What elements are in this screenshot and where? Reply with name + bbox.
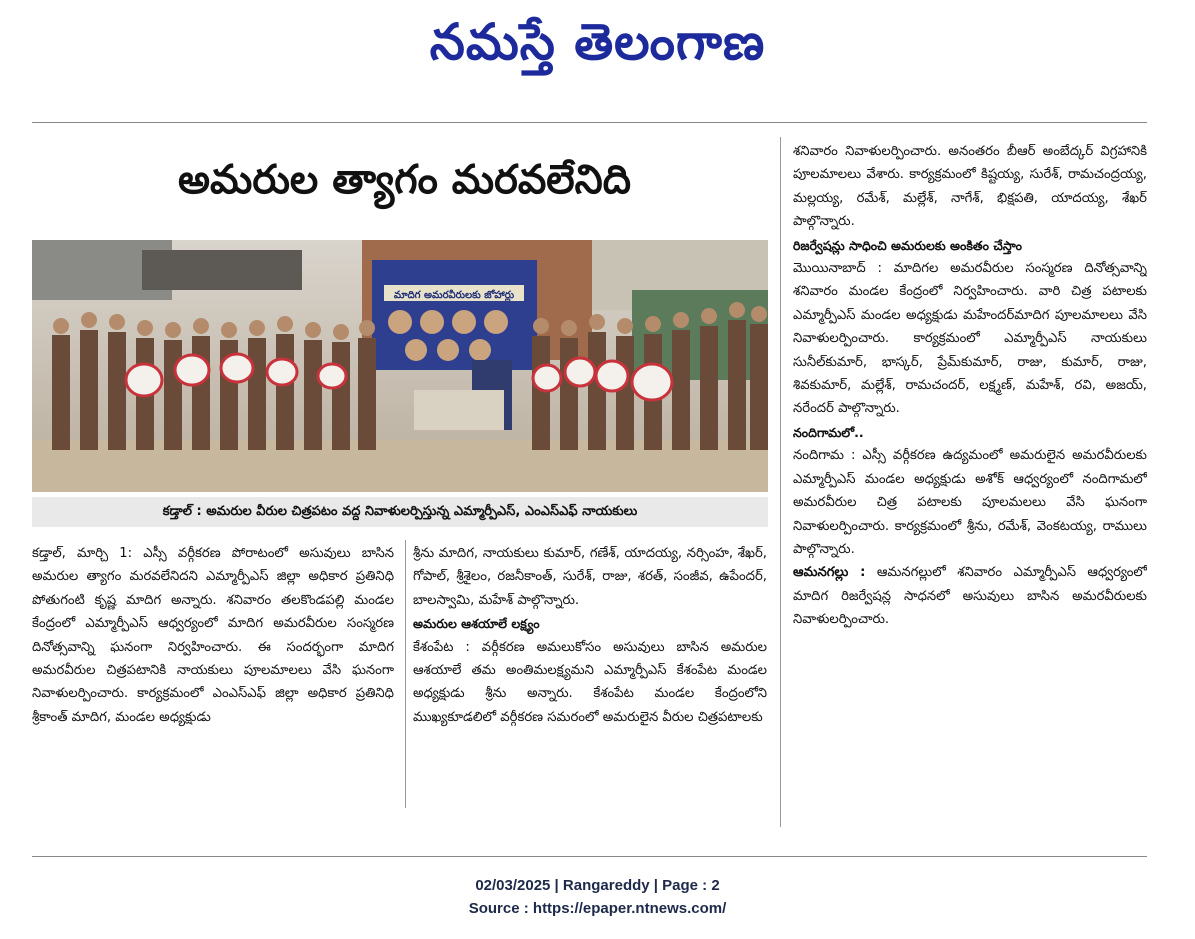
column-divider <box>405 540 406 808</box>
footer-date-edition: 02/03/2025 | Rangareddy | Page : 2 <box>475 877 720 894</box>
photo-banner-text: మాదిగ అమరవీరులకు జోహార్లు <box>393 290 515 301</box>
footer-source: Source : https://epaper.ntnews.com/ <box>468 900 727 917</box>
column-3-text-4 <box>793 561 1147 631</box>
column-3-text-2: మొయినాబాద్ : మాదిగల అమరవీరుల సంస్మరణ దినోత్సవాన్ని శనివారం మండల కేంద్రంలో నిర్వహించారు. వారి చిత్ర పటాలకు ఎమ్మార్పీఎస్ మండల అధ్యక్షుడు మహేందర్‌మాదిగ పూలమాలలు వేసి నివాళులర్పించారు. కార్యక్రమంలో ఎమ్మార్పీఎస్ నాయకులు సునీల్‌కుమార్, భాస్కర్, ప్రేమ్‌కుమార్, రాజు, కుమార్, రాజు, శివకుమార్, మల్లేశ్, రామచందర్, లక్ష్మణ్, మహేశ్, రవి, అజయ్, నరేందర్ పాల్గొన్నారు. <box>793 261 1147 417</box>
column-2-text: శ్రీను మాదిగ, నాయకులు కుమార్, గణేశ్, యాదయ్య, నర్సింహ, శేఖర్, గోపాల్, శ్రీశైలం, రజనీకాంత్, సురేశ్, రాజు, శరత్, సంజీవ, ఉపేందర్, బాలస్వామి, మహేశ్ పాల్గొన్నారు. <box>413 546 767 608</box>
column-3-text: శనివారం నివాళులర్పించారు. అనంతరం బీఆర్ అంబేద్కర్ విగ్రహానికి పూలమాలలు వేశారు. కార్యక్రమంలో కిష్టయ్య, సురేశ్, రామచంద్రయ్య, మల్లయ్య, రమేశ్, మల్లేశ్, నాగేశ్, భిక్షపతి, యాదయ్య, శేఖర్ పాల్గొన్నారు. <box>793 144 1147 230</box>
subheading-nandigama: నందిగామలో.. <box>793 424 864 440</box>
subheading-goal: అమరుల ఆశయాలే లక్ష్యం <box>413 616 540 632</box>
top-rule <box>32 122 1147 123</box>
newspaper-logo: నమస్తే తెలంగాణ <box>429 12 766 71</box>
masthead <box>0 0 1195 95</box>
article-column-2 <box>413 542 767 812</box>
dateline-amangal: ఆమనగల్లు : <box>793 565 866 581</box>
article-headline: అమరుల త్యాగం మరవలేనిది <box>178 157 631 203</box>
column-divider <box>780 137 781 827</box>
column-3-text-3: నందిగామ : ఎస్సీ వర్గీకరణ ఉద్యమంలో అమరులైన అమరవీరులకు ఎమ్మార్పీఎస్ మండల అధ్యక్షుడు అశోక్ ఆధ్వర్యంలో నందిగామలో అమరవీరుల చిత్ర పటాలకు పూలమలలు వేసి ఘనంగా నివాళులర్పించారు. కార్యక్రమంలో శ్రీను, రమేశ్, వెంకటయ్య, రాములు పాల్గొన్నారు. <box>793 448 1147 557</box>
column-3-text-4-body: ఆమనగల్లులో శనివారం ఎమ్మార్పీఎస్ ఆధ్వర్యంలో మాదిగ రిజర్వేషన్ల సాధనలో అసువులు బాసిన అమరవీరులకు నివాళులర్పించారు. <box>793 565 1147 628</box>
subheading-reservations: రిజర్వేషన్లు సాధించి అమరులకు అంకితం చేస్తాం <box>793 237 1022 253</box>
article-column-1 <box>32 542 394 802</box>
article-photo <box>32 240 768 492</box>
column-1-text: కడ్తాల్, మార్చి 1: ఎస్సీ వర్గీకరణ పోరాటంలో అసువులు బాసిన అమరుల త్యాగం మరవలేనిదని ఎమ్మార్పీఎస్ జిల్లా అధికార ప్రతినిధి పోతుగంటి కృష్ణ మాదిగ అన్నారు. శనివారం తలకొండపల్లి మండల కేంద్రంలో ఎమ్మార్పీఎస్ ఆధ్వర్యంలో మాదిగ అమరవీరుల సంస్మరణ దినోత్సవాన్ని ఘనంగా నిర్వహించారు. ఈ సందర్భంగా మాదిగ అమరవీరుల చిత్రపటానికి నాయకులు పూలమాలలు వేసి ఘనంగా నివాళులర్పించారు. కార్యక్రమంలో ఎంఎస్ఎఫ్ జిల్లా అధికార ప్రతినిధి శ్రీకాంత్ మాదిగ, మండల అధ్యక్షుడు <box>32 546 394 725</box>
column-2-text-2: కేశంపేట : వర్గీకరణ అమలుకోసం అసువులు బాసిన అమరుల ఆశయాలే తమ అంతిమలక్ష్యమని ఎమ్మార్పీఎస్ కేశంపేట మండల అధ్యక్షుడు శ్రీను అన్నారు. కేశంపేట మండల కేంద్రంలోని ముఖ్యకూడలిలో వర్గీకరణ సమరంలో అమరులైన వీరుల చిత్రపటాలకు <box>413 639 767 725</box>
bottom-rule <box>32 856 1147 857</box>
article-column-3 <box>793 140 1147 825</box>
photo-caption: కడ్తాల్ : అమరుల వీరుల చిత్రపటం వద్ద నివాళులర్పిస్తున్న ఎమ్మార్పీఎస్, ఎంఎస్ఎఫ్ నాయకులు <box>32 497 768 527</box>
footer <box>0 874 1195 920</box>
